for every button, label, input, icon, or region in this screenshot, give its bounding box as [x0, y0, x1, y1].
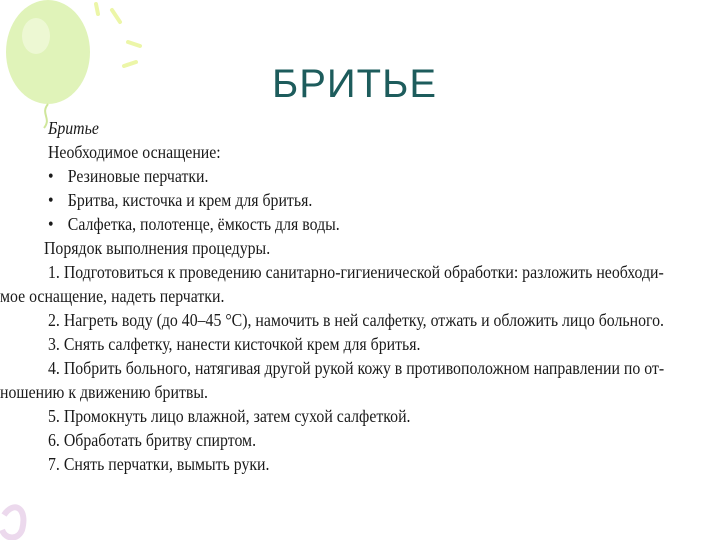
procedure-step: 1. Подготовиться к проведению санитарно-гигиенической обработки: разложить необходи- — [48, 262, 664, 282]
bullet-icon: • — [48, 190, 54, 210]
doc-heading: Бритье — [48, 118, 99, 138]
procedure-step-continuation: ношению к движению бритвы. — [0, 382, 208, 402]
slide-title: БРИТЬЕ — [272, 62, 438, 106]
procedure-step: 4. Побрить больного, натягивая другой рукой кожу в противоположном направлении по от- — [48, 358, 665, 378]
bullet-icon: • — [48, 214, 54, 234]
equipment-heading: Необходимое оснащение: — [48, 142, 221, 162]
bullet-icon: • — [48, 166, 54, 186]
equipment-item — [48, 165, 208, 187]
balloon-highlight — [22, 18, 50, 54]
procedure-step: 2. Нагреть воду (до 40–45 °С), намочить в ней салфетку, отжать и обложить лицо больного. — [48, 310, 664, 330]
procedure-heading: Порядок выполнения процедуры. — [44, 238, 271, 258]
procedure-step-continuation: мое оснащение, надеть перчатки. — [0, 286, 225, 306]
procedure-step: 7. Снять перчатки, вымыть руки. — [48, 454, 270, 474]
equipment-item-text: Резиновые перчатки. — [67, 166, 209, 186]
equipment-item — [48, 213, 340, 235]
light-streaks — [96, 4, 140, 66]
equipment-item-text: Салфетка, полотенце, ёмкость для воды. — [67, 214, 340, 234]
procedure-step: 5. Промокнуть лицо влажной, затем сухой салфеткой. — [48, 406, 411, 426]
procedure-step: 3. Снять салфетку, нанести кисточкой крем для бритья. — [48, 334, 421, 354]
balloon-shape — [6, 0, 90, 104]
equipment-item-text: Бритва, кисточка и крем для бритья. — [67, 190, 313, 210]
equipment-item — [48, 189, 312, 211]
procedure-step: 6. Обработать бритву спиртом. — [48, 430, 257, 450]
lilac-swirl — [2, 507, 23, 537]
